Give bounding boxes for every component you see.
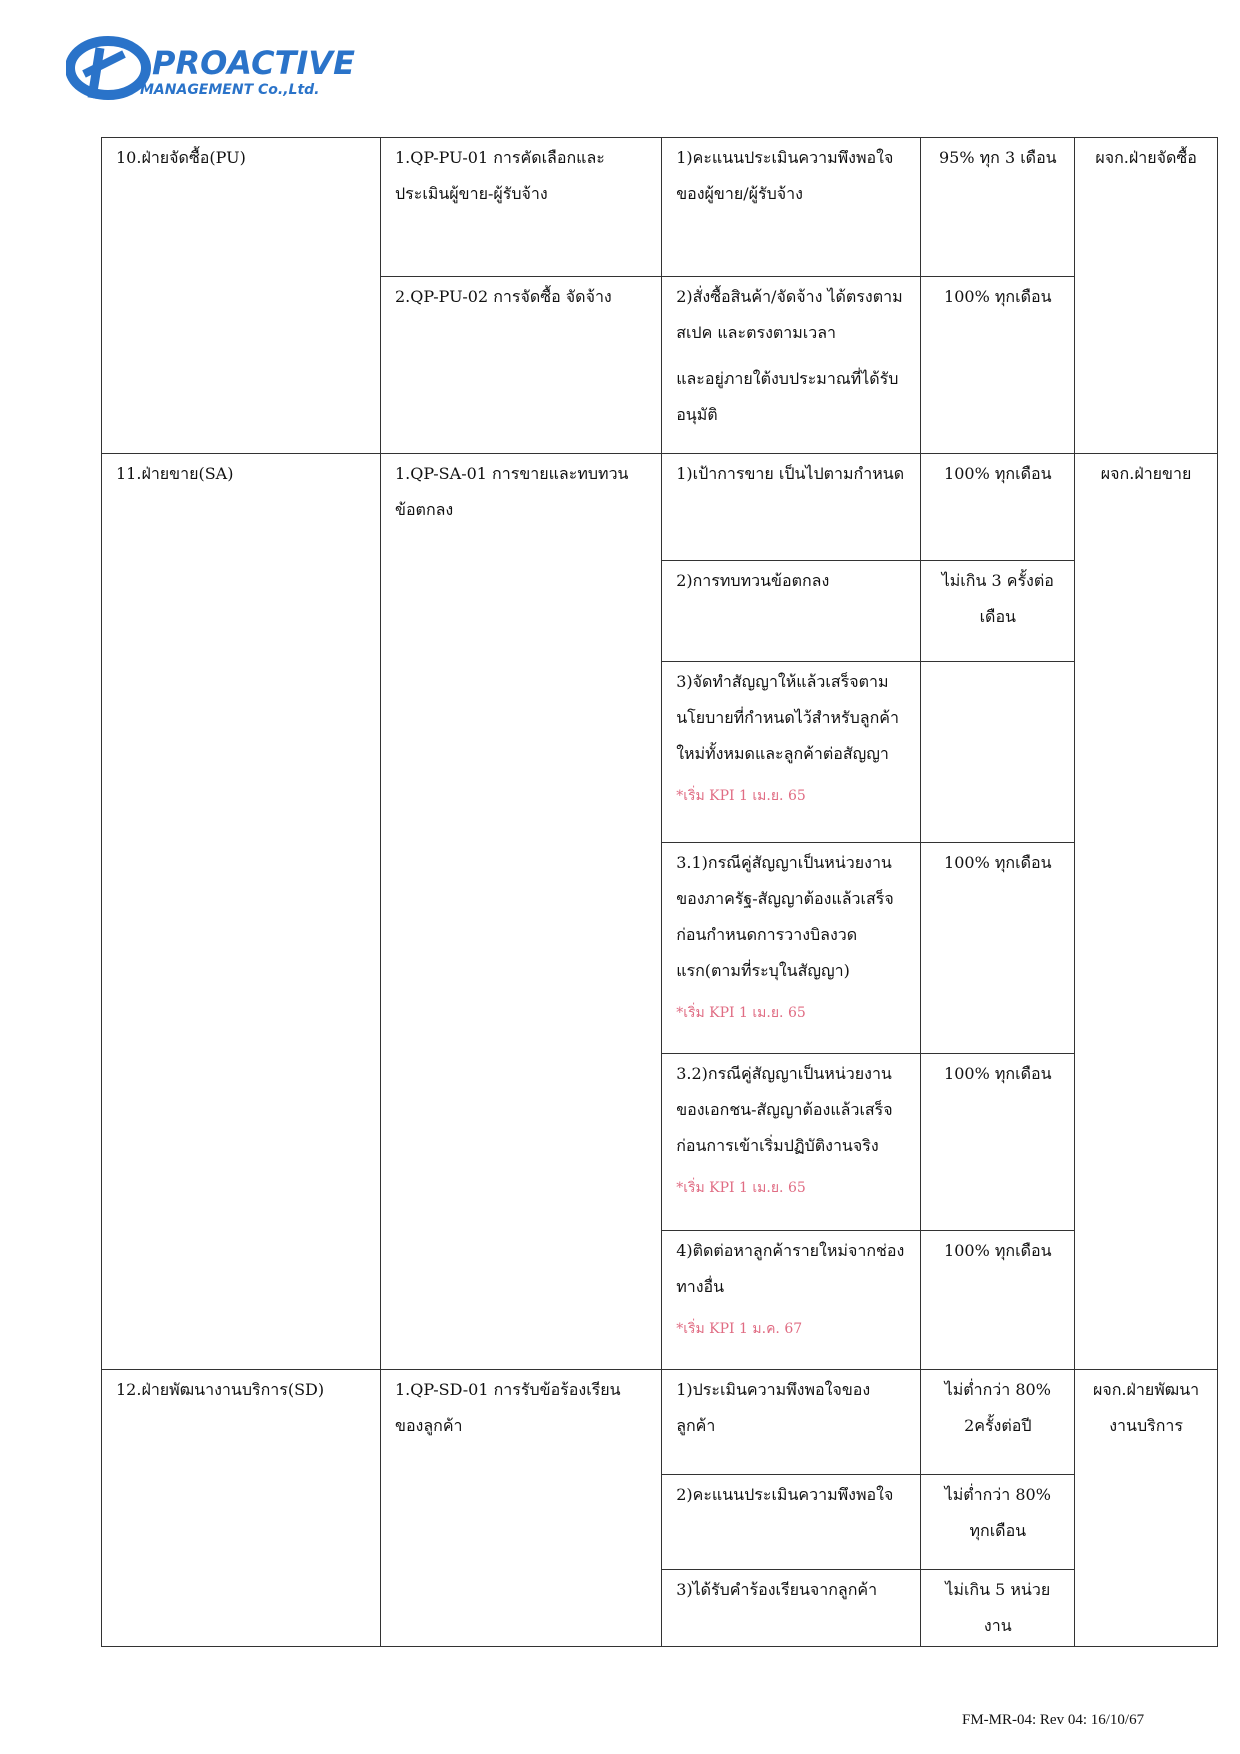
indicator-cell xyxy=(662,1231,921,1370)
indicator-cell xyxy=(662,843,921,1054)
procedure-cell: 1.QP-SA-01 การขายและทบทวนข้อตกลง xyxy=(381,454,662,1370)
table-row xyxy=(102,454,1218,561)
kpi-start-note: *เริ่ม KPI 1 เม.ย. 65 xyxy=(676,1180,806,1196)
indicator-cell xyxy=(662,1054,921,1231)
indicator-cell: 1)เป้าการขาย เป็นไปตามกำหนด xyxy=(662,454,921,561)
target-cell: ไม่เกิน 5 หน่วยงาน xyxy=(921,1570,1075,1647)
owner-cell: ผจก.ฝ่ายพัฒนางานบริการ xyxy=(1075,1370,1218,1647)
kpi-start-note: *เริ่ม KPI 1 ม.ค. 67 xyxy=(676,1321,803,1337)
procedure-cell: 2.QP-PU-02 การจัดซื้อ จัดจ้าง xyxy=(381,277,662,454)
indicator-cell: 3)ได้รับคำร้องเรียนจากลูกค้า xyxy=(662,1570,921,1647)
logo-text: PROACTIVE xyxy=(152,44,355,82)
form-code: FM-MR-04: Rev 04: 16/10/67 xyxy=(962,1712,1145,1728)
target-cell: ไม่ต่ำกว่า 80% ทุกเดือน xyxy=(921,1475,1075,1570)
target-cell: 100% ทุกเดือน xyxy=(921,843,1075,1054)
company-logo xyxy=(66,30,366,110)
indicator-cell: 2)การทบทวนข้อตกลง xyxy=(662,561,921,662)
owner-cell: ผจก.ฝ่ายขาย xyxy=(1075,454,1218,1370)
indicator-cell: 1)คะแนนประเมินความพึงพอใจของผู้ขาย/ผู้รับจ้าง xyxy=(662,138,921,277)
indicator-text: 2)สั่งซื้อสินค้า/จัดจ้าง ได้ตรงตามสเปค และตรงตามเวลา xyxy=(676,287,903,342)
indicator-cell: 1)ประเมินความพึงพอใจของลูกค้า xyxy=(662,1370,921,1475)
target-cell xyxy=(921,662,1075,843)
owner-cell: ผจก.ฝ่ายจัดซื้อ xyxy=(1075,138,1218,454)
target-cell: ไม่ต่ำกว่า 80% 2ครั้งต่อปี xyxy=(921,1370,1075,1475)
target-cell: 100% ทุกเดือน xyxy=(921,454,1075,561)
kpi-table xyxy=(101,137,1218,1647)
department-cell: 11.ฝ่ายขาย(SA) xyxy=(102,454,381,1370)
svg-text:PROACTIVE xyxy=(152,44,355,82)
table-row xyxy=(102,1370,1218,1475)
indicator-text: 4)ติดต่อหาลูกค้ารายใหม่จากช่องทางอื่น xyxy=(676,1241,905,1296)
indicator-text: 3.2)กรณีคู่สัญญาเป็นหน่วยงานของเอกชน-สัญญาต้องแล้วเสร็จก่อนการเข้าเริ่มปฏิบัติงานจริง xyxy=(676,1064,893,1155)
logo-subtext: MANAGEMENT Co.,Ltd. xyxy=(140,82,320,98)
indicator-text: 3.1)กรณีคู่สัญญาเป็นหน่วยงานของภาครัฐ-สัญญาต้องแล้วเสร็จก่อนกำหนดการวางบิลงวดแรก(ตามที่ระบุในสัญญา) xyxy=(676,853,894,980)
table-row xyxy=(102,138,1218,277)
target-cell: 100% ทุกเดือน xyxy=(921,277,1075,454)
target-cell: 100% ทุกเดือน xyxy=(921,1054,1075,1231)
indicator-cell xyxy=(662,662,921,843)
procedure-cell: 1.QP-PU-01 การคัดเลือกและประเมินผู้ขาย-ผู้รับจ้าง xyxy=(381,138,662,277)
procedure-cell: 1.QP-SD-01 การรับข้อร้องเรียนของลูกค้า xyxy=(381,1370,662,1647)
department-cell: 12.ฝ่ายพัฒนางานบริการ(SD) xyxy=(102,1370,381,1647)
indicator-text: และอยู่ภายใต้งบประมาณที่ได้รับอนุมัติ xyxy=(676,369,899,424)
indicator-text: 3)จัดทำสัญญาให้แล้วเสร็จตามนโยบายที่กำหนดไว้สำหรับลูกค้าใหม่ทั้งหมดและลูกค้าต่อสัญญา xyxy=(676,672,899,763)
indicator-cell: 2)คะแนนประเมินความพึงพอใจ xyxy=(662,1475,921,1570)
svg-text:MANAGEMENT Co.,Ltd. xyxy=(140,82,320,98)
kpi-start-note: *เริ่ม KPI 1 เม.ย. 65 xyxy=(676,788,806,804)
kpi-start-note: *เริ่ม KPI 1 เม.ย. 65 xyxy=(676,1005,806,1021)
target-cell: 95% ทุก 3 เดือน xyxy=(921,138,1075,277)
target-cell: 100% ทุกเดือน xyxy=(921,1231,1075,1370)
department-cell: 10.ฝ่ายจัดซื้อ(PU) xyxy=(102,138,381,454)
target-cell: ไม่เกิน 3 ครั้งต่อเดือน xyxy=(921,561,1075,662)
indicator-cell xyxy=(662,277,921,454)
